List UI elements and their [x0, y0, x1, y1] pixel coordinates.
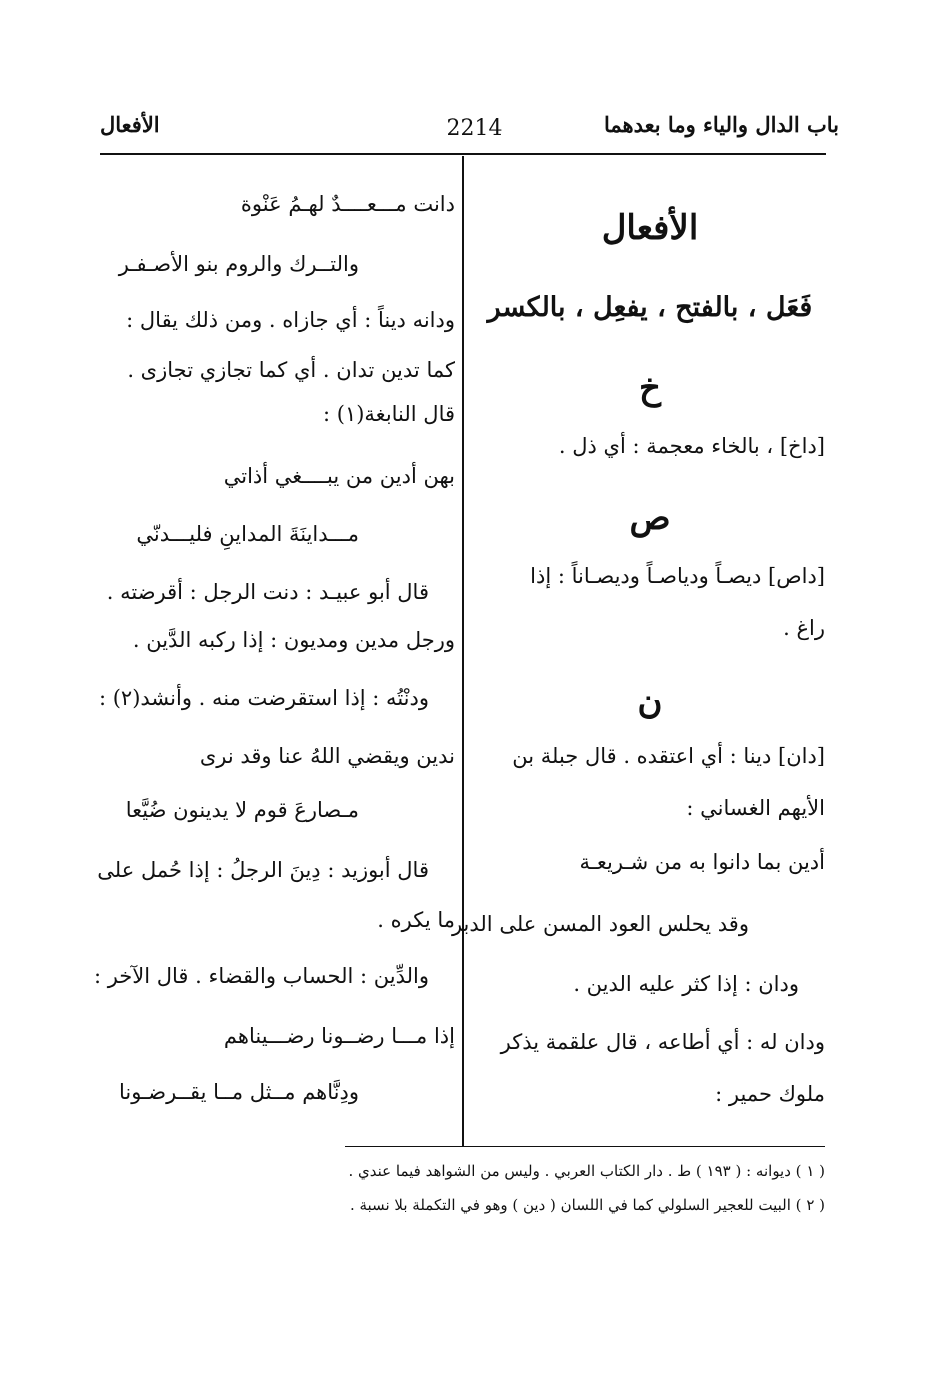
verse-line: أدين بما دانوا به من شـريعـة [579, 850, 825, 874]
section-heading: الأفعال [601, 208, 699, 248]
entry-line: ملوك حمير : [715, 1082, 825, 1106]
entry-line: [داخ] ، بالخاء معجمة : أي ذل . [558, 434, 825, 458]
entry-line: قال أبو عبيـد : دنت الرجل : أقرضته . [106, 580, 429, 604]
column-divider [462, 156, 464, 1146]
entry-line: ودنْتُه : إذا استقرضت منه . وأنشد(٢) : [98, 686, 429, 710]
entry-line: الأيهم الغساني : [686, 796, 825, 820]
entry-line: قال النابغة(١) : [323, 402, 455, 426]
entry-line: والدِّين : الحساب والقضاء . قال الآخر : [93, 964, 429, 988]
entry-line: [داص] ديصـاً ودياصـاً وديصـاناً : إذا [530, 564, 825, 588]
entry-line: ورجل مدين ومديون : إذا ركبه الدَّين . [132, 628, 455, 652]
entry-line: كما تدين تدان . أي كما تجازي تجازى . [127, 358, 455, 382]
verse-line: ودِنَّاهم مــثل مــا يقــرضـونا [119, 1080, 359, 1104]
footnote-rule [345, 1146, 825, 1147]
verse-line: مـــداينَةَ المداينِ فليـــدنّي [136, 522, 359, 546]
entry-line: ودان : إذا كثر عليه الدين . [573, 972, 799, 996]
verb-pattern-heading: فَعَل ، بالفتح ، يفعِل ، بالكسر [487, 292, 813, 323]
letter-heading-kha: خ [639, 368, 661, 408]
letter-heading-nun: ن [637, 682, 663, 722]
page-number: 2214 [446, 116, 503, 141]
running-header-section: الأفعال [100, 112, 160, 137]
footnote: ( ١ ) ديوانه : ( ١٩٣ ) ط . دار الكتاب العربي . وليس من الشواهد فيما عندي . [348, 1162, 825, 1180]
entry-line: ودان له : أي أطاعه ، قال علقمة يذكر [500, 1030, 825, 1054]
entry-line: راغ . [783, 616, 825, 640]
verse-line: وقد يحلس العود المسن على الدبر [451, 912, 749, 936]
entry-line: ودانه ديناً : أي جازاه . ومن ذلك يقال : [126, 308, 455, 332]
verse-line: دانت مـــعــــدٌ لهـمُ عَنْوة [240, 192, 455, 216]
entry-line: قال أبوزيد : دِينَ الرجلُ : إذا حُمل على [97, 858, 429, 882]
verse-line: مـصارعَ قوم لا يدينون ضُيَّعا [125, 798, 359, 822]
verse-line: بهن أدين من يبــــغي أذاتي [223, 464, 455, 488]
entry-line: [دان] دينا : أي اعتقده . قال جبلة بن [512, 744, 825, 768]
entry-line: ما يكره . [377, 908, 455, 932]
header-rule [100, 153, 826, 155]
running-header-chapter: باب الدال والياء وما بعدهما [604, 112, 839, 137]
footnote: ( ٢ ) البيت للعجير السلولي كما في اللسان ( دين ) وهو في التكملة بلا نسبة . [349, 1196, 825, 1214]
verse-line: إذا مـــا رضــونا رضـــيناهم [223, 1024, 455, 1048]
verse-line: والتــرك والروم بنو الأصـفـر [118, 252, 359, 276]
verse-line: ندين ويقضي اللهُ عنا وقد نرى [199, 744, 455, 768]
letter-heading-sad: ص [629, 498, 671, 538]
